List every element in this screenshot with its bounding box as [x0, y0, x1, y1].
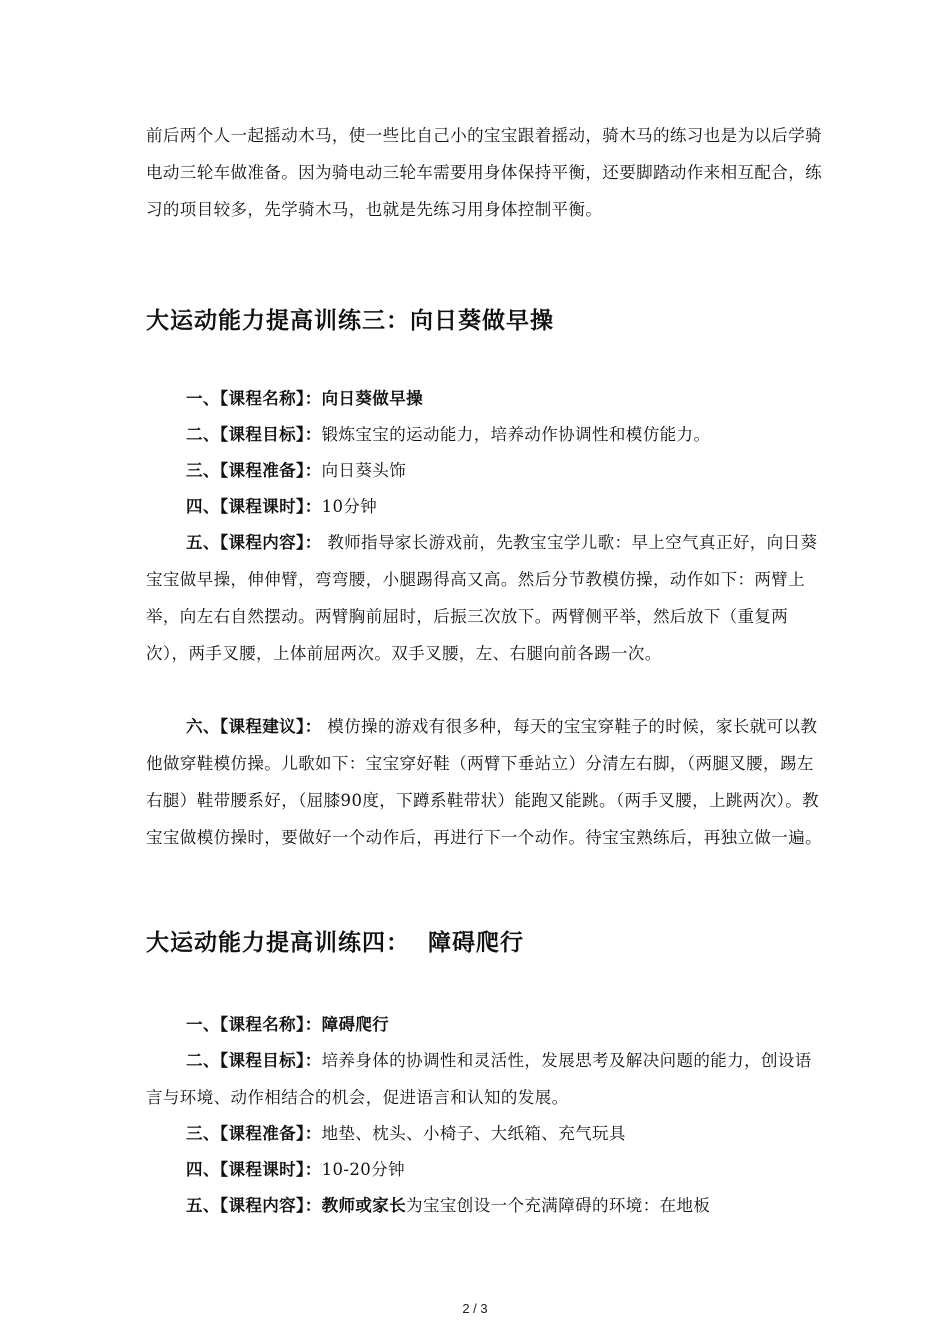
- page-number: 2 / 3: [462, 1301, 488, 1316]
- section-four-item-goal: [146, 1042, 822, 1116]
- item-label: 三、【课程准备】：: [186, 1124, 322, 1143]
- section-four-title: 大运动能力提高训练四： 障碍爬行: [146, 929, 525, 956]
- item-text: 向日葵做早操: [321, 389, 424, 408]
- section-three-item-advice: [146, 708, 822, 856]
- item-text: 培养身体的协调性和灵活性，发展思考及解决问题的能力，创设语言与环境、动作相结合的机会，促进语言和认知的发展。: [146, 1051, 812, 1107]
- item-label: 五、【课程内容】：: [186, 533, 322, 552]
- item-label: 六、【课程建议】：: [186, 717, 322, 736]
- section-four-item-prep: [146, 1115, 822, 1152]
- item-label: 四、【课程课时】：: [186, 497, 322, 516]
- section-four-item-name: [146, 1006, 822, 1043]
- section-three-title: 大运动能力提高训练三：向日葵做早操: [146, 307, 554, 334]
- item-text: 向日葵头饰: [321, 461, 407, 480]
- section-three-item-goal: [146, 416, 822, 453]
- intro-paragraph: 前后两个人一起摇动木马，使一些比自己小的宝宝跟着摇动，骑木马的练习也是为以后学骑电动三轮车做准备。因为骑电动三轮车需要用身体保持平衡，还要脚踏动作来相互配合，练习的项目较多，先学骑木马，也就是先练习用身体控制平衡。: [146, 126, 822, 219]
- section-three-item-duration: [146, 488, 822, 525]
- section-four-item-duration: [146, 1151, 822, 1188]
- item-text: 锻炼宝宝的运动能力，培养动作协调性和模仿能力。: [321, 425, 711, 444]
- item-text-bold: 教师或家长: [321, 1196, 407, 1215]
- item-label: 三、【课程准备】：: [186, 461, 322, 480]
- item-label: 五、【课程内容】：: [186, 1196, 322, 1215]
- section-three-item-content: [146, 524, 822, 672]
- item-text: 10分钟: [321, 497, 378, 516]
- item-text: 10-20分钟: [321, 1160, 405, 1179]
- item-label: 二、【课程目标】：: [186, 1051, 322, 1070]
- item-label: 二、【课程目标】：: [186, 425, 322, 444]
- item-text: 障碍爬行: [321, 1015, 390, 1034]
- item-text: 为宝宝创设一个充满障碍的环境：在地板: [406, 1196, 711, 1215]
- section-three-item-name: [146, 380, 822, 417]
- item-text: 地垫、枕头、小椅子、大纸箱、充气玩具: [321, 1124, 626, 1143]
- item-label: 一、【课程名称】：: [186, 389, 322, 408]
- item-label: 一、【课程名称】：: [186, 1015, 322, 1034]
- item-text: 模仿操的游戏有很多种，每天的宝宝穿鞋子的时候，家长就可以教他做穿鞋模仿操。儿歌如下：宝宝穿好鞋（两臂下垂站立）分清左右脚，（两腿叉腰，踢左右腿）鞋带腰系好，（屈膝90度，下蹲系鞋带状）能跑又能跳。（两手叉腰，上跳两次）。教宝宝做模仿操时，要做好一个动作后，再进行下一个动作。待宝宝熟练后，再独立做一遍。: [146, 717, 822, 847]
- item-text: 教师指导家长游戏前，先教宝宝学儿歌：早上空气真正好，向日葵宝宝做早操，伸伸臂，弯弯腰，小腿踢得高又高。然后分节教模仿操，动作如下：两臂上举，向左右自然摆动。两臂胸前屈时，后振三次放下。两臂侧平举，然后放下（重复两次），两手叉腰，上体前屈两次。双手叉腰，左、右腿向前各踢一次。: [146, 533, 818, 663]
- item-label: 四、【课程课时】：: [186, 1160, 322, 1179]
- section-three-item-prep: [146, 452, 822, 489]
- section-four-item-content: [146, 1187, 822, 1224]
